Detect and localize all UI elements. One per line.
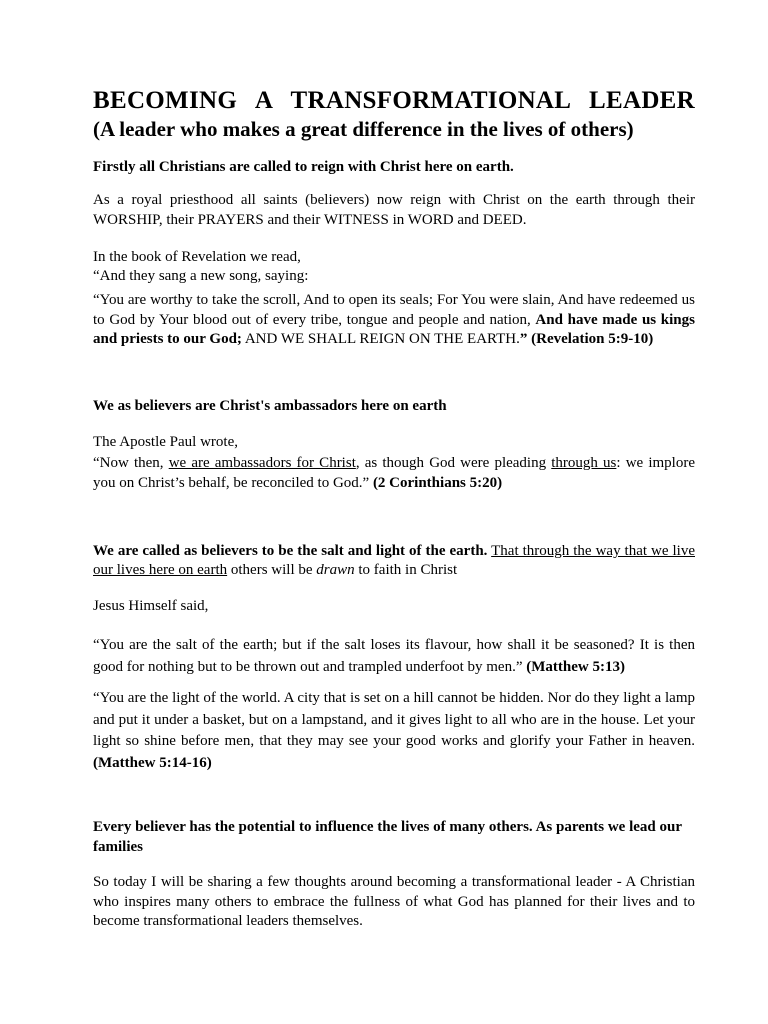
light-quote: [93, 688, 695, 774]
salt-light-underlined: That through the way that we live our lives here on earth: [93, 543, 695, 579]
corinthians-reference: (2 Corinthians 5:20): [372, 474, 503, 491]
document-page: [93, 86, 695, 931]
through-us-underlined: through us: [551, 455, 617, 472]
corinthians-quote-part-1: “Now then,: [93, 455, 169, 472]
ambassadors-underlined: we are ambassadors for Christ: [168, 455, 356, 472]
section-heading-salt-light: We are called as believers to be the salt and light of the earth.: [93, 543, 488, 560]
salt-quote: [93, 634, 695, 678]
salt-light-text-2: to faith in Christ: [354, 562, 458, 579]
salt-light-heading-paragraph: [93, 542, 695, 581]
salt-reference: (Matthew 5:13): [526, 659, 625, 676]
corinthians-quote-part-2: , as though God were pleading: [355, 455, 552, 472]
salt-quote-text: “You are the salt of the earth; but if the salt loses its flavour, how shall it be seasoned? It is then good for nothing but to be thrown out and trampled underfoot by men.”: [93, 637, 695, 676]
section-heading-influence: Every believer has the potential to influence the lives of many others. As parents we lead our families: [93, 819, 682, 855]
revelation-intro-song: “And they sang a new song, saying:: [93, 268, 309, 285]
revelation-quote: [93, 291, 695, 349]
section-heading-ambassadors: We as believers are Christ's ambassadors here on earth: [93, 398, 447, 415]
royal-priesthood-paragraph: As a royal priesthood all saints (believers) now reign with Christ on the earth through their WORSHIP, their PRAYERS and their WITNESS in WORD and DEED.: [93, 192, 695, 228]
document-title: BECOMING A TRANSFORMATIONAL LEADER: [93, 87, 695, 114]
corinthians-quote-part-3: : we implore you on Christ’s behalf, be reconciled to God.”: [93, 455, 695, 491]
revelation-reference: ” (Revelation 5:9-10): [519, 331, 654, 348]
jesus-intro: Jesus Himself said,: [93, 597, 209, 614]
document-subtitle: (A leader who makes a great difference in the lives of others): [93, 117, 634, 141]
paul-intro: The Apostle Paul wrote,: [93, 433, 238, 450]
transformational-leader-paragraph: So today I will be sharing a few thoughts around becoming a transformational leader - A Christian who inspires many others to embrace the fullness of what God has planned for their lives and to become transformational leaders themselves.: [93, 874, 695, 929]
salt-light-text-1: others will be: [227, 562, 317, 579]
light-reference: (Matthew 5:14-16): [93, 754, 212, 771]
revelation-quote-part-1: “You are worthy to take the scroll, And to open its seals; For You were slain, And have redeemed us to God by Your blood out of every tribe, tongue and people and nation,: [93, 292, 695, 328]
revelation-intro: In the book of Revelation we read,: [93, 249, 301, 266]
drawn-italic: drawn: [316, 562, 355, 579]
corinthians-quote: [93, 454, 695, 493]
revelation-quote-bold: And have made us kings and priests to our God;: [93, 311, 695, 348]
revelation-quote-part-2: AND WE SHALL REIGN ON THE EARTH.: [241, 331, 520, 348]
section-heading-reign: Firstly all Christians are called to reign with Christ here on earth.: [93, 159, 514, 175]
light-quote-text: “You are the light of the world. A city that is set on a hill cannot be hidden. Nor do they light a lamp and put it under a basket, but on a lampstand, and it gives light to all who are in the house. Let your light so shine before men, that they may see your good works and glorify your Father in heaven.: [93, 690, 695, 750]
